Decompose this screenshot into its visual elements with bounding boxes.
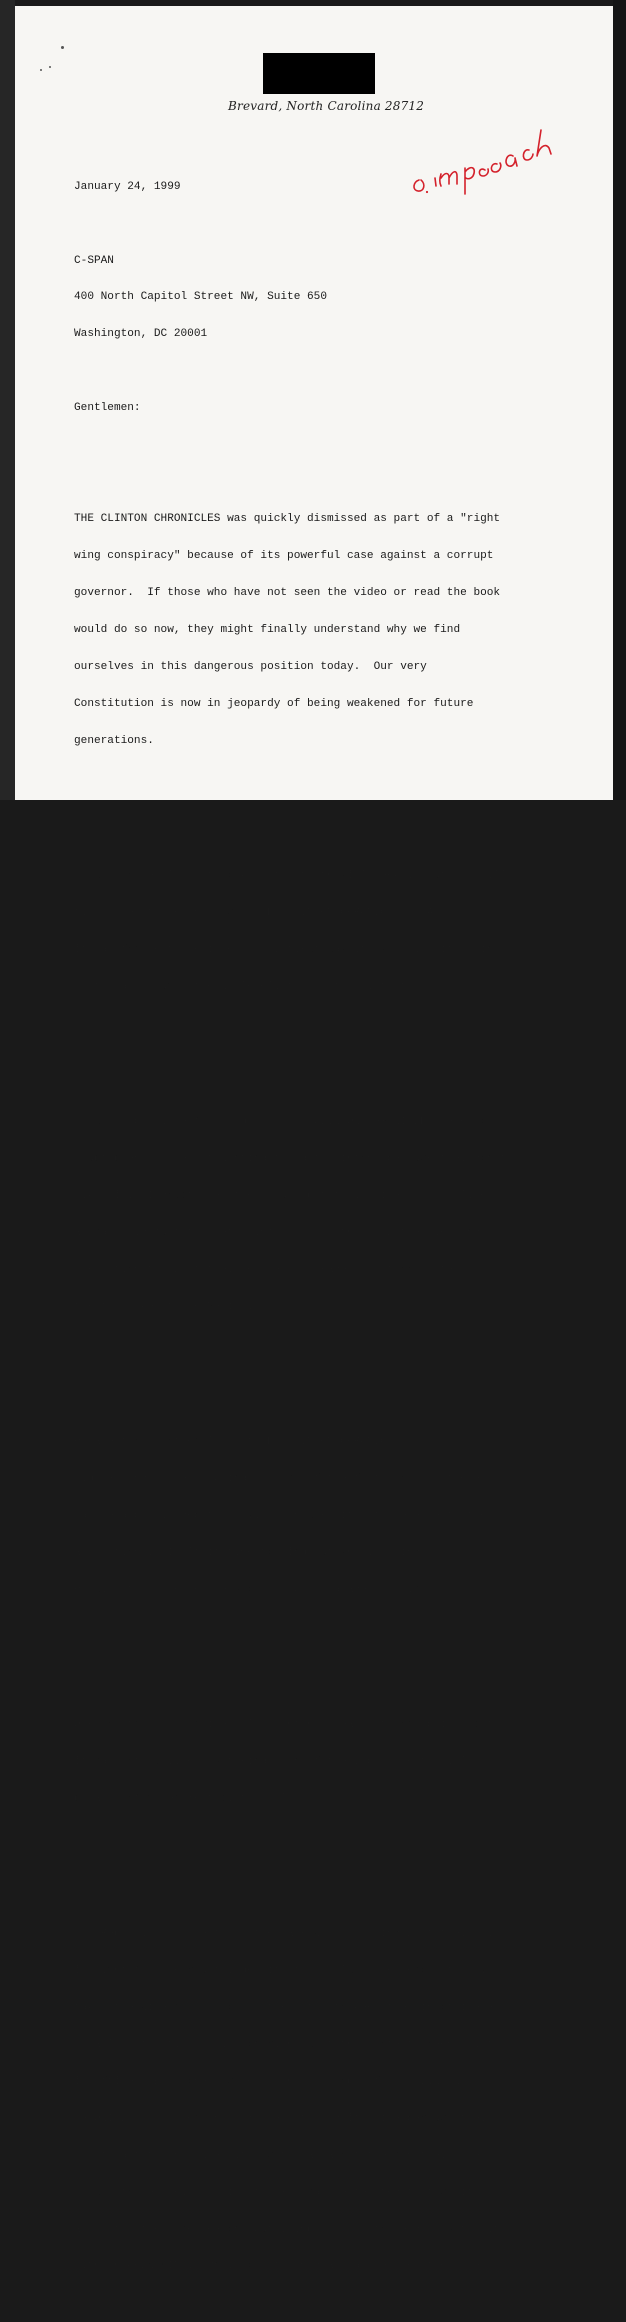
text-line: with an OPEN MIND. Only you, the media, can re-open the case [74, 2260, 481, 2273]
text-line: The Republicans have taken the narrow road, doing what they think [74, 1928, 507, 1941]
text-line: accusations. Isn't it time to find out who is lying? The [74, 1546, 461, 1559]
text-line: is right for the country despite the polls. The Democrats have [74, 1965, 494, 1978]
text-line: wing conspiracy" because of its powerful case against a corrupt [74, 550, 494, 563]
salutation: Gentlemen: [74, 402, 141, 415]
text-line: Those responsible for producing THE CLINTON CHRONICLES have no [74, 1116, 487, 1129]
redaction-box [263, 53, 375, 94]
letterhead-location: Brevard, North Carolina 28712 [228, 99, 425, 113]
text-line: aside for the same reason, but I implore you to read or watch it [74, 2223, 501, 2236]
scan-speck [49, 66, 51, 68]
text-line: Constitution is now in jeopardy of being weakened for future [74, 697, 474, 710]
paragraph [74, 1092, 604, 1338]
scan-border-right [613, 0, 626, 800]
text-line: Our country may survive Bill Clinton's years of corruption, but [74, 1719, 494, 1732]
text-line: clearly not voting their consciences if they vote to keep Clinton [74, 2039, 507, 2052]
paragraph [74, 1412, 604, 1621]
text-line: Those who really want to know the truth will seek it out and will [74, 870, 507, 883]
text-line: it may not survive a watering down of the Impeachment Trial [74, 1756, 467, 1769]
paragraph [74, 1904, 604, 2298]
text-line: it was for me to believe when I first saw it, watching it again [74, 943, 494, 956]
scan-speck [61, 46, 64, 49]
paragraph [74, 1695, 604, 1830]
text-line: chosen to be their President. You may be tempted to toss it [74, 2186, 474, 2199]
text-line: ourselves in this dangerous position today. Our very [74, 660, 427, 673]
text-line: taken the wide road, looking for votes to keep them in office and [74, 2002, 507, 2015]
paragraph [74, 845, 604, 1017]
text-line: THE CLINTON CHRONICLES was quickly dismissed as part of a "right [74, 513, 501, 526]
recipient-street: 400 North Capitol Street NW, Suite 650 [74, 291, 327, 304]
text-line: yesterday brought the whole Clinton picture into focus. [74, 980, 441, 993]
text-line: as many did just to "get" him; clearly, they saw the lies and [74, 1226, 481, 1239]
text-line: President or the people who have been damaged by him? [74, 1583, 427, 1596]
text-line: Please take another look at THE CLINTON CHRONICLES (book or [74, 1436, 467, 1449]
text-line: in office. Each one has been handed a copy of THE CLINTON [74, 2075, 461, 2088]
scan-speck [40, 69, 42, 71]
scan-border-left [0, 0, 15, 800]
text-line: for the sake of the Nation. [74, 1300, 254, 1313]
text-line: don't want to know what it has to say about the man they have [74, 2149, 481, 2162]
text-line: find some of the answers in THE CLINTON CHRONICLES. As hard as [74, 906, 494, 919]
letter-date: January 24, 1999 [74, 180, 181, 193]
text-line: would do so now, they might finally understand why we find [74, 623, 461, 636]
text-line: like him. I doubt that they would put their lives on the line [74, 1189, 487, 1202]
text-line: doubt been accused of wanting to "get Clinton" because they don't [74, 1153, 507, 1166]
text-line: CHRONICLES, and perhaps some have tossed it aside because they [74, 2112, 487, 2125]
letter-page [15, 6, 613, 2273]
text-line: generations. [74, 734, 154, 747]
text-line: because of government by the polls. [74, 1792, 308, 1805]
text-line: can be a public debate, giving exposure if not credence to the [74, 1509, 487, 1522]
paragraph [74, 489, 604, 772]
text-line: corruption for what they were and courageously took a stand [74, 1263, 467, 1276]
recipient-city: Washington, DC 20001 [74, 328, 208, 341]
letter-body [74, 156, 604, 2322]
text-line: video), and at least bring up some of the facts so that there [74, 1472, 481, 1485]
recipient-name: C-SPAN [74, 254, 114, 267]
text-line: governor. If those who have not seen the video or read the book [74, 587, 501, 599]
